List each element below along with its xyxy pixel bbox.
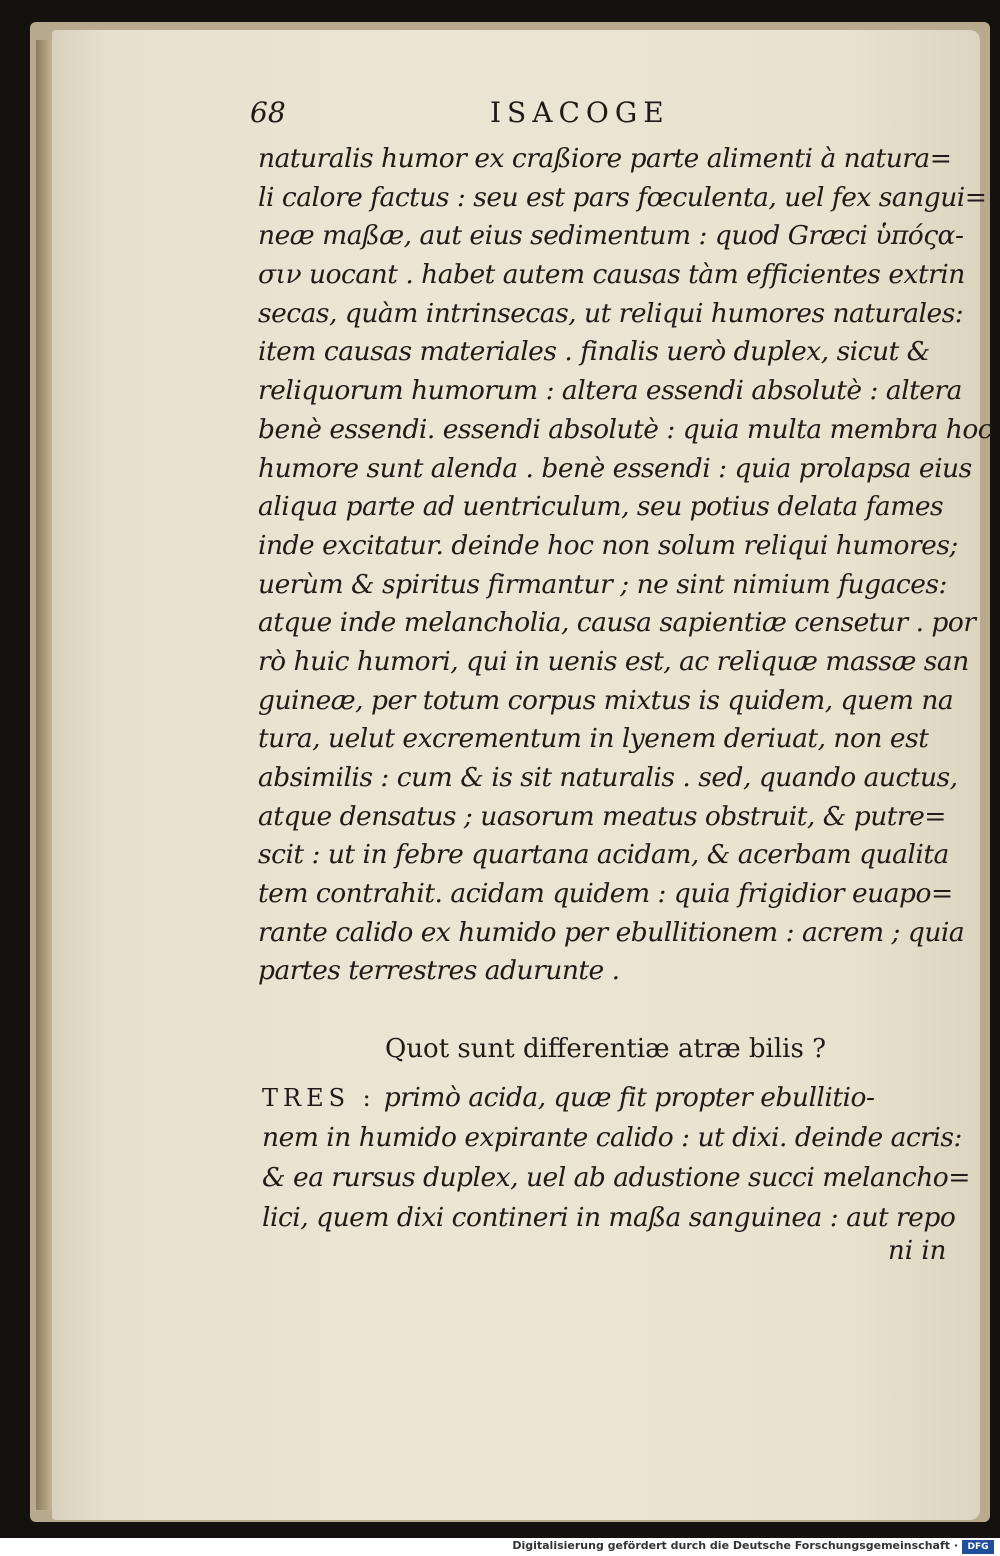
text-line: nem in humido expirante calido : ut dixi. deinde acris:	[262, 1122, 962, 1153]
running-head: ISACOGE	[490, 96, 670, 129]
text-line: guineæ, per totum corpus mixtus is quidem, quem na	[258, 684, 954, 716]
text-line: li calore factus : seu est pars fœculenta, uel fex sangui=	[258, 181, 987, 213]
text-line: inde excitatur. deinde hoc non solum reliqui humores;	[258, 529, 958, 561]
answer-first-line-text: primò acida, quæ fit propter ebullitio-	[383, 1082, 875, 1113]
answer-first-line	[262, 1078, 962, 1118]
text-line: aliqua parte ad uentriculum, seu potius delata fames	[258, 491, 944, 523]
text-line: benè essendi. essendi absolutè : quia multa membra hoc	[258, 413, 993, 445]
text-line: lici, quem dixi contineri in maßa sanguinea : aut repo	[262, 1202, 956, 1233]
text-line: atque densatus ; uasorum meatus obstruit, & putre=	[258, 800, 946, 832]
text-line: tem contrahit. acidam quidem : quia frigidior euapo=	[258, 878, 953, 910]
answer-text	[262, 1078, 970, 1238]
text-line: σιν uocant . habet autem causas tàm efficientes extrin	[258, 259, 965, 291]
page-header	[250, 96, 950, 136]
text-line: reliquorum humorum : altera essendi absolutè : altera	[258, 375, 962, 407]
text-line: secas, quàm intrinsecas, ut reliqui humores naturales:	[258, 297, 964, 329]
text-line: atque inde melancholia, causa sapientiæ censetur . por	[258, 607, 976, 639]
text-line: item causas materiales . finalis uerò duplex, sicut &	[258, 336, 930, 368]
text-line: & ea rursus duplex, uel ab adustione succi melancho=	[262, 1162, 970, 1193]
text-line: naturalis humor ex craßiore parte alimenti à natura=	[258, 143, 952, 174]
section-question: Quot sunt differentiæ atræ bilis ?	[385, 1034, 827, 1064]
text-line: humore sunt alenda . benè essendi : quia prolapsa eius	[258, 452, 972, 484]
text-line: scit : ut in febre quartana acidam, & acerbam qualita	[258, 839, 949, 871]
text-line: rante calido ex humido per ebullitionem : acrem ; quia	[258, 916, 965, 948]
dfg-logo: DFG	[962, 1540, 994, 1554]
text-line: absimilis : cum & is sit naturalis . sed, quando auctus,	[258, 762, 958, 793]
page-number: 68	[250, 96, 286, 129]
text-line: rò huic humori, qui in uenis est, ac reliquæ massæ san	[258, 645, 969, 677]
catchword: ni in	[888, 1236, 947, 1266]
text-line: partes terrestres adurunte .	[258, 955, 620, 987]
funding-credit: Digitalisierung gefördert durch die Deutsche Forschungsgemeinschaft ·	[512, 1539, 958, 1552]
answer-lead-word: TRES :	[262, 1084, 376, 1112]
body-text	[258, 140, 993, 991]
text-line: tura, uelut excrementum in lyenem deriuat, non est	[258, 723, 929, 755]
text-line: neæ maßæ, aut eius sedimentum : quod Græci ὑπόςα-	[258, 220, 964, 252]
text-line: uerùm & spiritus firmantur ; ne sint nimium fugaces:	[258, 568, 947, 600]
